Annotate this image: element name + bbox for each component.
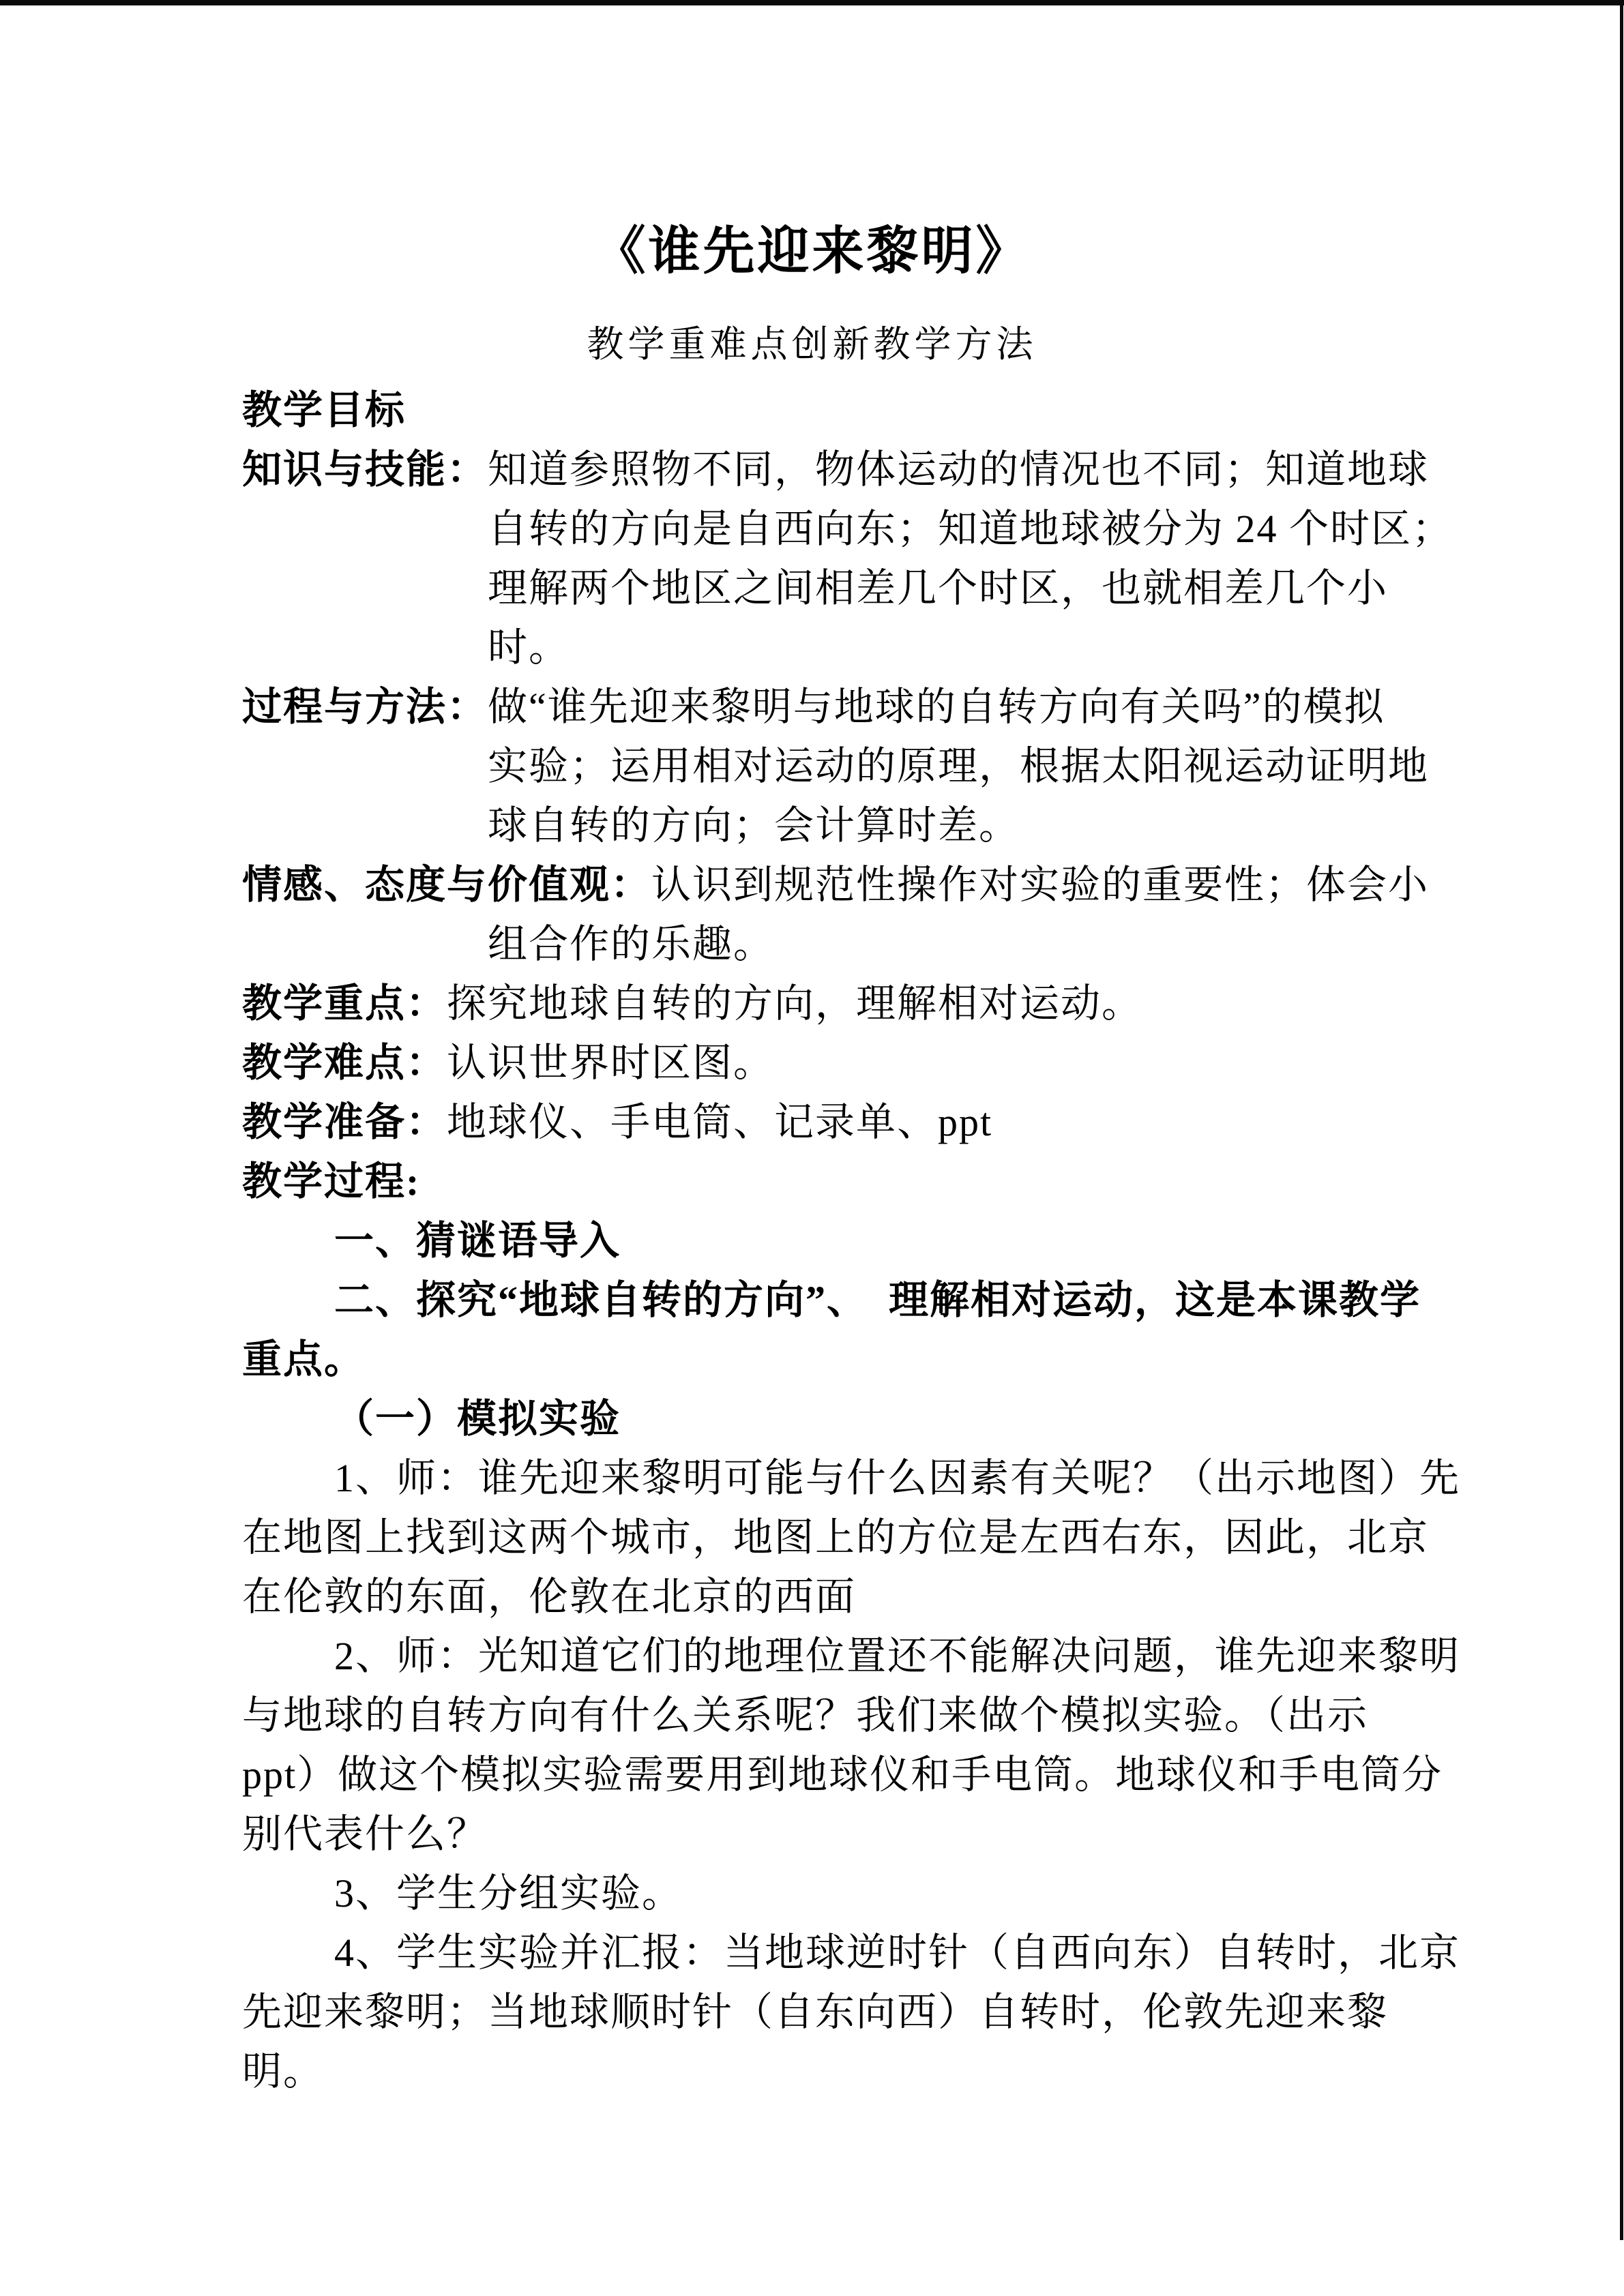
text-line — [334, 1626, 1559, 1686]
line-text: 在地图上找到这两个城市，地图上的方位是左西右东，因此，北京 — [242, 1515, 1430, 1560]
text-line — [488, 796, 1559, 855]
line-text: 实验；运用相对运动的原理，根据太阳视运动证明地 — [488, 744, 1430, 788]
document-subtitle: 教学重难点创新教学方法 — [587, 324, 1037, 365]
text-line — [242, 1152, 1559, 1211]
text-line — [334, 1448, 1559, 1508]
line-text: 重点。 — [242, 1337, 366, 1382]
text-line — [334, 1211, 1559, 1270]
line-text: 二、探究“地球自转的方向”、 理解相对运动，这是本课教学 — [334, 1278, 1421, 1322]
text-line — [242, 1092, 1559, 1152]
text-line — [334, 1270, 1559, 1330]
line-text: 认识世界时区图。 — [447, 1041, 775, 1085]
line-text: 地球仪、手电筒、记录单、ppt — [447, 1100, 993, 1144]
line-label: 知识与技能： — [242, 447, 488, 492]
text-line — [334, 1864, 1559, 1923]
line-text: 教学过程: — [242, 1159, 421, 1204]
page-top-border — [0, 0, 1624, 5]
text-line — [334, 1389, 1559, 1448]
text-line — [242, 1982, 1559, 2042]
text-line — [242, 974, 1559, 1033]
line-text: 3、学生分组实验。 — [334, 1871, 683, 1915]
line-text: 一、猜谜语导入 — [334, 1219, 621, 1263]
line-label: 教学重点： — [242, 981, 447, 1026]
line-text: 先迎来黎明；当地球顺时针（自东向西）自转时，伦敦先迎来黎 — [242, 1990, 1389, 2034]
line-text: 做“谁先迎来黎明与地球的自转方向有关吗”的模拟 — [488, 685, 1385, 729]
text-line — [488, 499, 1559, 558]
line-text: 知道参照物不同，物体运动的情况也不同；知道地球 — [488, 447, 1430, 492]
line-label: 情感、态度与价值观： — [242, 863, 652, 907]
line-text: （一）模拟实验 — [334, 1397, 621, 1441]
text-line — [488, 914, 1559, 974]
text-line — [242, 1686, 1559, 1745]
text-line — [488, 558, 1559, 618]
line-text: ppt）做这个模拟实验需要用到地球仪和手电筒。地球仪和手电筒分 — [242, 1753, 1443, 1797]
text-line — [242, 1508, 1559, 1567]
text-line — [242, 677, 1559, 736]
line-text: 与地球的自转方向有什么关系呢？我们来做个模拟实验。（出示 — [242, 1693, 1369, 1738]
text-line — [242, 1330, 1559, 1389]
line-text: 别代表什么？ — [242, 1812, 488, 1856]
line-text: 理解两个地区之间相差几个时区，也就相差几个小 — [488, 566, 1389, 610]
line-text: 教学目标 — [242, 388, 407, 432]
text-line — [242, 1804, 1559, 1864]
text-line — [242, 2042, 1559, 2101]
line-text: 2、师：光知道它们的地理位置还不能解决问题，谁先迎来黎明 — [334, 1634, 1461, 1678]
line-label: 教学难点： — [242, 1041, 447, 1085]
document-body — [242, 381, 1559, 2101]
line-text: 1、师：谁先迎来黎明可能与什么因素有关呢？（出示地图）先 — [334, 1456, 1461, 1500]
line-text: 探究地球自转的方向，理解相对运动。 — [447, 981, 1143, 1026]
text-line — [334, 1923, 1559, 1982]
text-line — [488, 736, 1559, 796]
line-text: 自转的方向是自西向东；知道地球被分为 24 个时区； — [488, 507, 1453, 551]
text-line — [242, 1745, 1559, 1804]
line-text: 时。 — [488, 625, 570, 670]
text-line — [242, 1567, 1559, 1626]
line-text: 在伦敦的东面，伦敦在北京的西面 — [242, 1575, 857, 1619]
line-text: 4、学生实验并汇报：当地球逆时针（自西向东）自转时，北京 — [334, 1930, 1461, 1975]
line-label: 过程与方法： — [242, 685, 488, 729]
text-line — [242, 1033, 1559, 1092]
text-line — [242, 440, 1559, 499]
line-label: 教学准备： — [242, 1100, 447, 1144]
text-line — [242, 855, 1559, 914]
line-text: 球自转的方向；会计算时差。 — [488, 803, 1020, 848]
line-text: 明。 — [242, 2049, 325, 2093]
line-text: 组合作的乐趣。 — [488, 922, 775, 966]
document-title: 《谁先迎来黎明》 — [593, 223, 1031, 280]
text-line — [242, 381, 1559, 440]
line-text: 认识到规范性操作对实验的重要性；体会小 — [651, 863, 1430, 907]
text-line — [488, 618, 1559, 677]
